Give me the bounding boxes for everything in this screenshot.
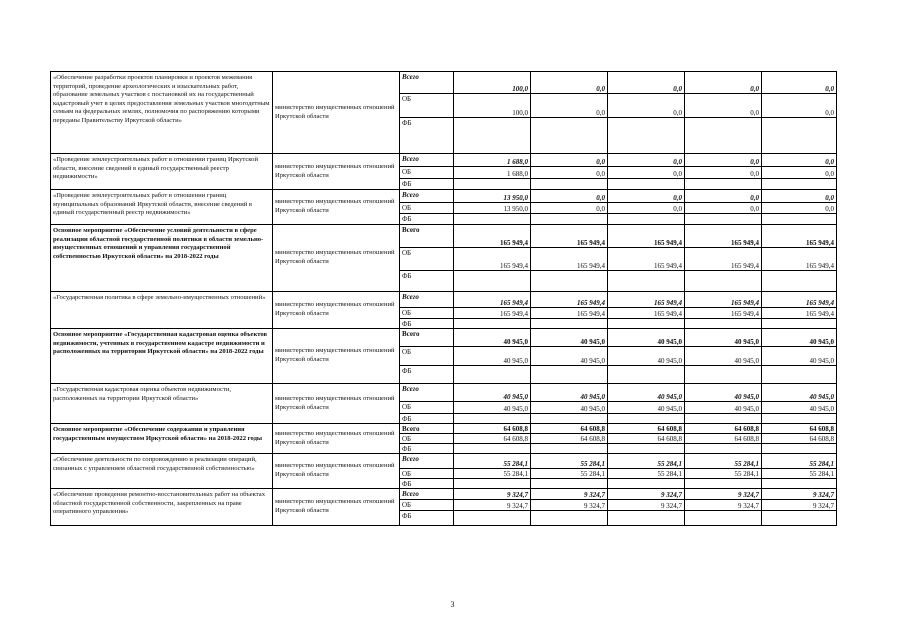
amount-cell: 165 949,4	[685, 248, 762, 271]
amount-cell	[608, 511, 685, 526]
table-row	[51, 454, 837, 469]
amount-cell	[608, 366, 685, 384]
funding-source: ФБ	[400, 511, 454, 526]
amount-cell	[762, 118, 837, 154]
funding-source: ФБ	[400, 414, 454, 424]
amount-cell	[685, 414, 762, 424]
amount-cell	[762, 271, 837, 292]
amount-cell: 9 324,7	[762, 500, 837, 511]
responsible-executor: министерство имущественных отношений Иркутской области	[273, 329, 400, 384]
amount-cell: 55 284,1	[762, 454, 837, 469]
amount-cell	[685, 479, 762, 489]
amount-cell	[685, 366, 762, 384]
amount-cell: 0,0	[531, 154, 608, 167]
amount-cell: 64 608,8	[685, 434, 762, 444]
funding-source: Всего	[400, 72, 454, 94]
amount-cell	[762, 511, 837, 526]
amount-cell	[762, 319, 837, 329]
amount-cell: 165 949,4	[762, 308, 837, 319]
amount-cell: 0,0	[685, 190, 762, 203]
amount-cell: 165 949,4	[685, 308, 762, 319]
amount-cell	[454, 271, 531, 292]
amount-cell	[685, 511, 762, 526]
amount-cell: 165 949,4	[531, 292, 608, 308]
amount-cell: 165 949,4	[608, 308, 685, 319]
amount-cell: 0,0	[762, 94, 837, 118]
amount-cell: 9 324,7	[608, 500, 685, 511]
responsible-executor: министерство имущественных отношений Иркутской области	[273, 225, 400, 292]
amount-cell: 55 284,1	[531, 454, 608, 469]
amount-cell	[531, 444, 608, 454]
funding-source: ОБ	[400, 167, 454, 179]
amount-cell: 9 324,7	[454, 500, 531, 511]
activity-name: «Обеспечение разработки проектов планировки и проектов межевания территорий, проведение археологических и изыскательных работ, образование земельных участков с постановкой их на государственный кадастровый учет в целях предоставления земельных участков многодетным семьям на федеральных землях, полномочия по распоряжению которыми переданы Правительству Иркутской области»	[51, 72, 273, 154]
amount-cell: 0,0	[762, 167, 837, 179]
amount-cell: 40 945,0	[531, 402, 608, 414]
amount-cell: 0,0	[685, 72, 762, 94]
funding-source: ОБ	[400, 347, 454, 366]
amount-cell	[531, 118, 608, 154]
page-number: 3	[450, 600, 455, 609]
funding-source: ОБ	[400, 434, 454, 444]
amount-cell: 64 608,8	[608, 434, 685, 444]
amount-cell: 165 949,4	[608, 225, 685, 248]
table-row	[51, 384, 837, 402]
amount-cell: 55 284,1	[685, 469, 762, 479]
amount-cell	[608, 414, 685, 424]
amount-cell: 100,0	[454, 72, 531, 94]
funding-source: Всего	[400, 454, 454, 469]
funding-source: ФБ	[400, 214, 454, 225]
amount-cell	[531, 414, 608, 424]
amount-cell: 165 949,4	[762, 248, 837, 271]
funding-source: ФБ	[400, 444, 454, 454]
amount-cell: 40 945,0	[454, 402, 531, 414]
amount-cell: 40 945,0	[454, 347, 531, 366]
amount-cell	[762, 414, 837, 424]
amount-cell	[608, 479, 685, 489]
funding-source: ОБ	[400, 308, 454, 319]
amount-cell: 165 949,4	[454, 292, 531, 308]
amount-cell: 0,0	[762, 72, 837, 94]
funding-source: ОБ	[400, 203, 454, 214]
funding-source: Всего	[400, 292, 454, 308]
amount-cell: 0,0	[685, 94, 762, 118]
amount-cell: 40 945,0	[762, 347, 837, 366]
amount-cell: 64 608,8	[762, 434, 837, 444]
amount-cell	[608, 118, 685, 154]
amount-cell: 165 949,4	[608, 248, 685, 271]
amount-cell: 100,0	[454, 94, 531, 118]
amount-cell: 165 949,4	[454, 248, 531, 271]
amount-cell	[454, 444, 531, 454]
amount-cell: 64 608,8	[608, 424, 685, 434]
amount-cell: 165 949,4	[685, 225, 762, 248]
funding-source: ФБ	[400, 271, 454, 292]
amount-cell: 40 945,0	[685, 347, 762, 366]
activity-name: «Проведение землеустроительных работ в отношении границ Иркутской области, внесение сведений в единый государственный реестр недвижимости»	[51, 154, 273, 190]
amount-cell: 0,0	[531, 72, 608, 94]
table-row	[51, 225, 837, 248]
amount-cell	[685, 179, 762, 190]
funding-source: Всего	[400, 225, 454, 248]
amount-cell: 0,0	[762, 190, 837, 203]
amount-cell: 9 324,7	[685, 500, 762, 511]
activity-name: Основное мероприятие «Обеспечение условий деятельности в сфере реализации областной государственной политики в области земельно-имущественных отношений и управления государственной собственностью Иркутской области» на 2018-2022 годы	[51, 225, 273, 292]
amount-cell: 55 284,1	[454, 454, 531, 469]
amount-cell	[454, 179, 531, 190]
amount-cell: 1 688,0	[454, 154, 531, 167]
amount-cell: 0,0	[608, 203, 685, 214]
funding-source: ОБ	[400, 248, 454, 271]
amount-cell	[608, 319, 685, 329]
responsible-executor: министерство имущественных отношений Иркутской области	[273, 190, 400, 225]
amount-cell: 0,0	[762, 203, 837, 214]
amount-cell: 165 949,4	[454, 225, 531, 248]
amount-cell	[454, 511, 531, 526]
responsible-executor: министерство имущественных отношений Иркутской области	[273, 454, 400, 489]
table-row	[51, 190, 837, 203]
amount-cell: 40 945,0	[685, 329, 762, 347]
funding-source: Всего	[400, 384, 454, 402]
amount-cell: 64 608,8	[531, 434, 608, 444]
amount-cell: 0,0	[685, 154, 762, 167]
amount-cell	[685, 319, 762, 329]
responsible-executor: министерство имущественных отношений Иркутской области	[273, 72, 400, 154]
amount-cell	[531, 214, 608, 225]
table-row	[51, 424, 837, 434]
amount-cell: 9 324,7	[531, 500, 608, 511]
amount-cell	[608, 214, 685, 225]
amount-cell	[608, 179, 685, 190]
funding-source: Всего	[400, 190, 454, 203]
amount-cell: 64 608,8	[685, 424, 762, 434]
amount-cell	[531, 366, 608, 384]
amount-cell: 55 284,1	[531, 469, 608, 479]
amount-cell: 64 608,8	[454, 434, 531, 444]
funding-source: ОБ	[400, 469, 454, 479]
amount-cell: 165 949,4	[762, 292, 837, 308]
funding-source: ОБ	[400, 94, 454, 118]
amount-cell: 9 324,7	[685, 489, 762, 500]
responsible-executor: министерство имущественных отношений Иркутской области	[273, 384, 400, 424]
amount-cell	[685, 118, 762, 154]
table-row	[51, 292, 837, 308]
amount-cell: 0,0	[531, 94, 608, 118]
amount-cell: 40 945,0	[762, 329, 837, 347]
amount-cell	[762, 479, 837, 489]
amount-cell: 40 945,0	[685, 402, 762, 414]
amount-cell	[608, 444, 685, 454]
amount-cell	[454, 214, 531, 225]
amount-cell: 40 945,0	[762, 384, 837, 402]
amount-cell	[531, 271, 608, 292]
amount-cell: 9 324,7	[454, 489, 531, 500]
amount-cell	[762, 444, 837, 454]
table-row	[51, 489, 837, 500]
amount-cell: 64 608,8	[531, 424, 608, 434]
amount-cell: 0,0	[531, 203, 608, 214]
amount-cell: 55 284,1	[608, 454, 685, 469]
table-row	[51, 154, 837, 167]
amount-cell: 165 949,4	[531, 308, 608, 319]
amount-cell	[762, 214, 837, 225]
amount-cell: 0,0	[531, 167, 608, 179]
amount-cell: 40 945,0	[608, 329, 685, 347]
amount-cell	[531, 319, 608, 329]
amount-cell: 40 945,0	[608, 384, 685, 402]
amount-cell: 40 945,0	[685, 384, 762, 402]
funding-source: Всего	[400, 424, 454, 434]
amount-cell: 55 284,1	[762, 469, 837, 479]
amount-cell: 165 949,4	[531, 225, 608, 248]
amount-cell	[685, 444, 762, 454]
amount-cell: 40 945,0	[608, 347, 685, 366]
amount-cell: 40 945,0	[531, 384, 608, 402]
table-row	[51, 329, 837, 347]
amount-cell: 0,0	[608, 94, 685, 118]
responsible-executor: министерство имущественных отношений Иркутской области	[273, 292, 400, 329]
amount-cell: 165 949,4	[608, 292, 685, 308]
table-row	[51, 72, 837, 94]
activity-name: «Обеспечение проведения ремонтно-восстановительных работ на объектах областной государственной собственности, закрепленных на праве оперативного управления»	[51, 489, 273, 526]
amount-cell: 165 949,4	[454, 308, 531, 319]
amount-cell	[454, 479, 531, 489]
amount-cell: 0,0	[608, 167, 685, 179]
funding-source: ОБ	[400, 500, 454, 511]
amount-cell: 13 950,0	[454, 190, 531, 203]
amount-cell: 40 945,0	[762, 402, 837, 414]
amount-cell: 0,0	[608, 190, 685, 203]
funding-source: ФБ	[400, 118, 454, 154]
amount-cell: 40 945,0	[454, 384, 531, 402]
activity-name: Основное мероприятие «Обеспечение содержания и управления государственным имуществом Иркутской области» на 2018-2022 годы	[51, 424, 273, 454]
funding-source: Всего	[400, 154, 454, 167]
funding-source: Всего	[400, 329, 454, 347]
amount-cell	[685, 214, 762, 225]
amount-cell	[762, 179, 837, 190]
activity-name: «Государственная политика в сфере земельно-имущественных отношений»	[51, 292, 273, 329]
amount-cell	[454, 118, 531, 154]
amount-cell: 0,0	[762, 154, 837, 167]
amount-cell: 1 688,0	[454, 167, 531, 179]
amount-cell: 55 284,1	[608, 469, 685, 479]
amount-cell	[454, 319, 531, 329]
activity-name: Основное мероприятие «Государственная кадастровая оценка объектов недвижимости, учтенных в государственном кадастре недвижимости и расположенных на территории Иркутской области» на 2018-2022 годы	[51, 329, 273, 384]
amount-cell: 0,0	[685, 203, 762, 214]
amount-cell: 0,0	[608, 154, 685, 167]
funding-source: ФБ	[400, 366, 454, 384]
activity-name: «Государственная кадастровая оценка объектов недвижимости, расположенных на территории Иркутской области»	[51, 384, 273, 424]
amount-cell: 64 608,8	[762, 424, 837, 434]
funding-source: ФБ	[400, 319, 454, 329]
amount-cell: 40 945,0	[608, 402, 685, 414]
amount-cell: 55 284,1	[685, 454, 762, 469]
amount-cell: 0,0	[685, 167, 762, 179]
amount-cell: 64 608,8	[454, 424, 531, 434]
amount-cell: 13 950,0	[454, 203, 531, 214]
amount-cell: 165 949,4	[685, 292, 762, 308]
amount-cell	[531, 511, 608, 526]
amount-cell	[531, 179, 608, 190]
amount-cell	[762, 366, 837, 384]
amount-cell: 9 324,7	[608, 489, 685, 500]
funding-source: ФБ	[400, 479, 454, 489]
funding-source: Всего	[400, 489, 454, 500]
funding-source: ОБ	[400, 402, 454, 414]
amount-cell: 55 284,1	[454, 469, 531, 479]
amount-cell	[454, 414, 531, 424]
amount-cell	[531, 479, 608, 489]
amount-cell: 9 324,7	[762, 489, 837, 500]
activity-name: «Обеспечение деятельности по сопровождению и реализации операций, связанных с управлением областной государственной собственностью»	[51, 454, 273, 489]
activity-name: «Проведение землеустроительных работ в отношении границ муниципальных образований Иркутской области, внесение сведений в единый государственный реестр недвижимости»	[51, 190, 273, 225]
amount-cell: 165 949,4	[531, 248, 608, 271]
amount-cell: 9 324,7	[531, 489, 608, 500]
funding-source: ФБ	[400, 179, 454, 190]
funding-table	[50, 71, 837, 526]
amount-cell: 0,0	[531, 190, 608, 203]
amount-cell: 0,0	[608, 72, 685, 94]
amount-cell: 40 945,0	[531, 329, 608, 347]
responsible-executor: министерство имущественных отношений Иркутской области	[273, 424, 400, 454]
amount-cell	[608, 271, 685, 292]
amount-cell: 40 945,0	[454, 329, 531, 347]
responsible-executor: министерство имущественных отношений Иркутской области	[273, 154, 400, 190]
amount-cell: 40 945,0	[531, 347, 608, 366]
amount-cell	[685, 271, 762, 292]
responsible-executor: министерство имущественных отношений Иркутской области	[273, 489, 400, 526]
amount-cell: 165 949,4	[762, 225, 837, 248]
amount-cell	[454, 366, 531, 384]
